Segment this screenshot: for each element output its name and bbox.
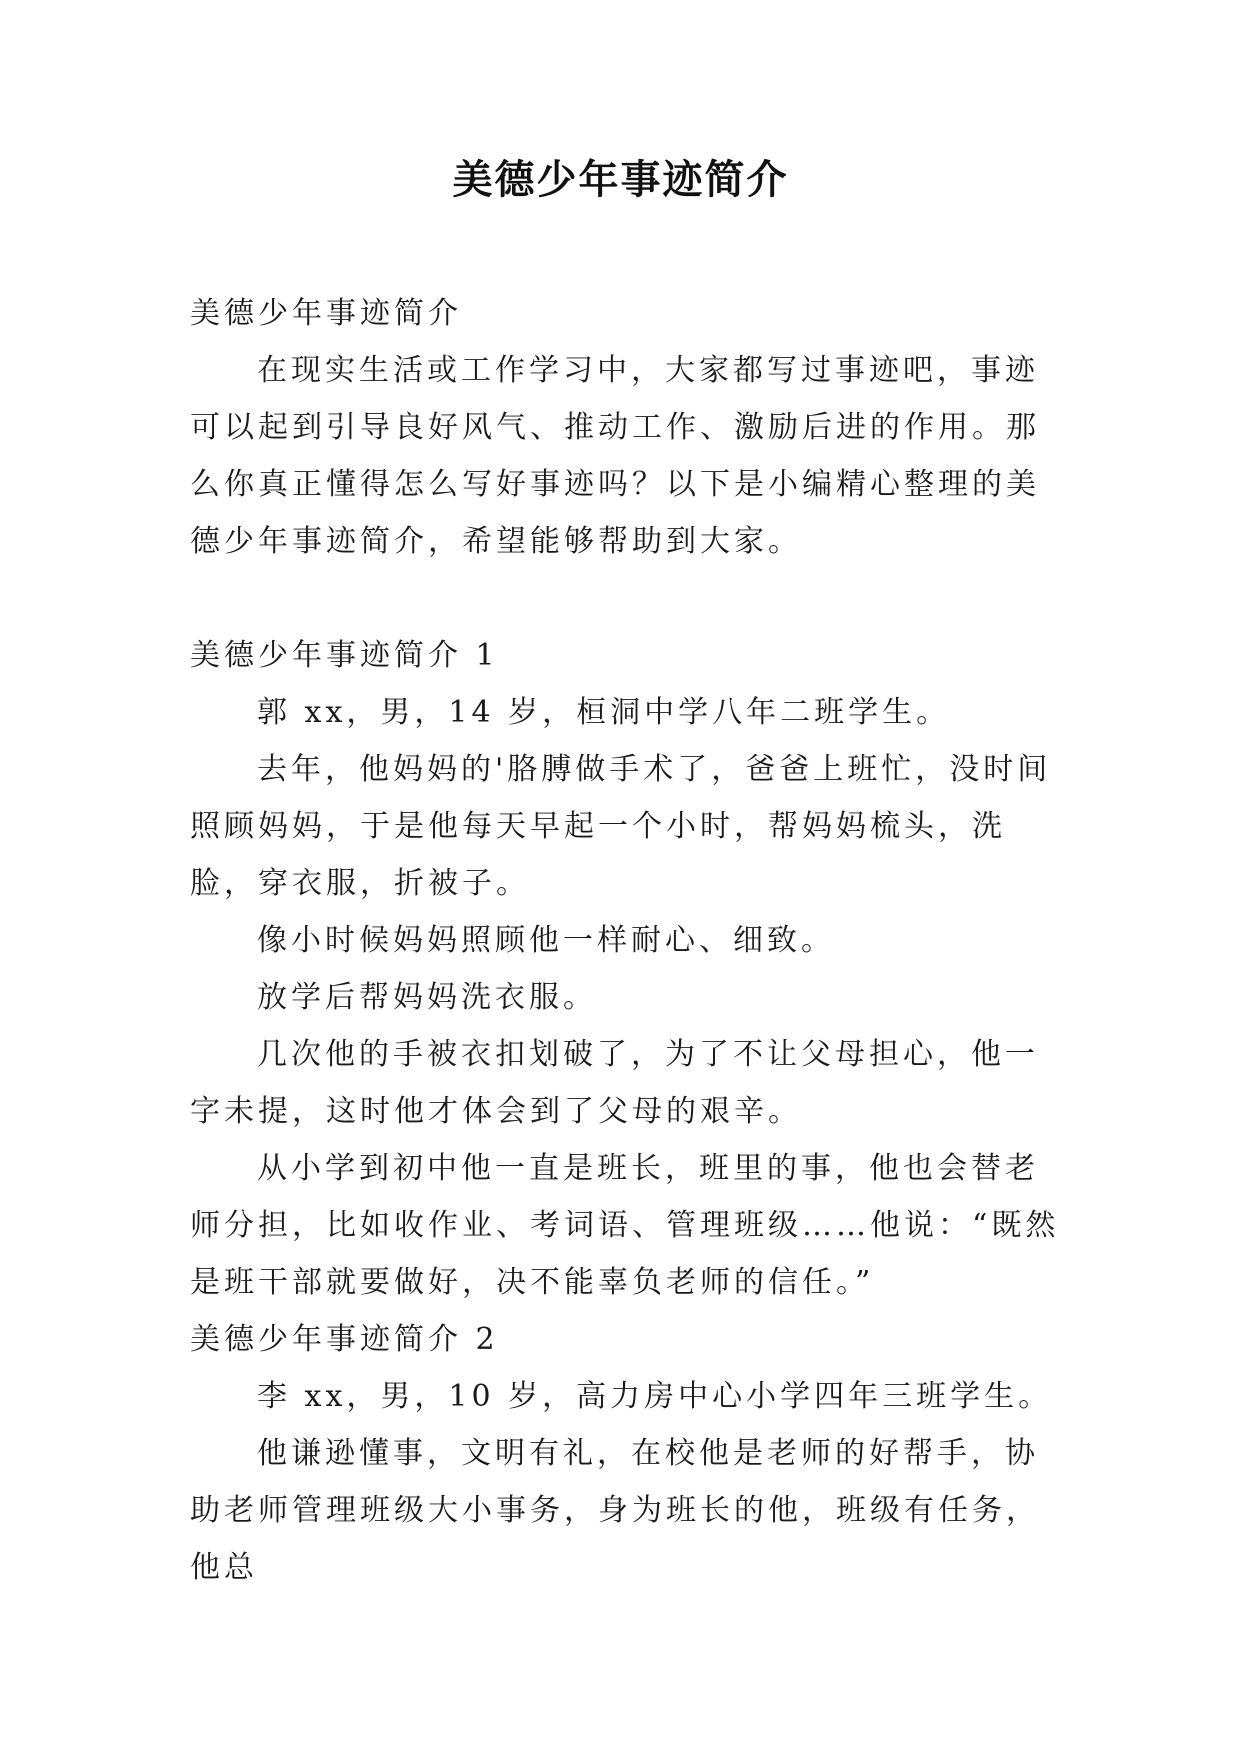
section-2-heading: 美德少年事迹简介 2: [190, 1322, 499, 1357]
section-1-paragraph: 从小学到初中他一直是班长，班里的事，他也会替老师分担，比如收作业、考词语、管理班级……他说：“既然是班干部就要做好，决不能辜负老师的信任。”: [190, 1151, 1060, 1300]
section-1-paragraph: 放学后帮妈妈洗衣服。: [257, 980, 597, 1015]
section-2-paragraph: 李 xx，男，10 岁，高力房中心小学四年三班学生。: [257, 1379, 1053, 1414]
section-1-paragraph: 几次他的手被衣扣划破了，为了不让父母担心，他一字未提，这时他才体会到了父母的艰辛。: [190, 1037, 1039, 1129]
intro-paragraph: 在现实生活或工作学习中，大家都写过事迹吧，事迹可以起到引导良好风气、推动工作、激励后进的作用。那么你真正懂得怎么写好事迹吗？以下是小编精心整理的美德少年事迹简介，希望能够帮助到大家。: [190, 353, 1040, 559]
document-subtitle: 美德少年事迹简介: [190, 296, 462, 331]
spacer: [190, 570, 1060, 627]
section-1-paragraph: 像小时候妈妈照顾他一样耐心、细致。: [257, 923, 835, 958]
section-1-heading: 美德少年事迹简介 1: [190, 638, 499, 673]
document-title: 美德少年事迹简介: [452, 156, 789, 203]
section-2-paragraph: 他谦逊懂事，文明有礼，在校他是老师的好帮手，协助老师管理班级大小事务，身为班长的他，班级有任务，他总: [190, 1436, 1040, 1585]
document-body: [190, 285, 1060, 1596]
section-1-paragraph: 郭 xx，男，14 岁，桓洞中学八年二班学生。: [257, 695, 951, 730]
section-1-paragraph: 去年，他妈妈的'胳膊做手术了，爸爸上班忙，没时间照顾妈妈，于是他每天早起一个小时，帮妈妈梳头，洗脸，穿衣服，折被子。: [190, 752, 1052, 901]
